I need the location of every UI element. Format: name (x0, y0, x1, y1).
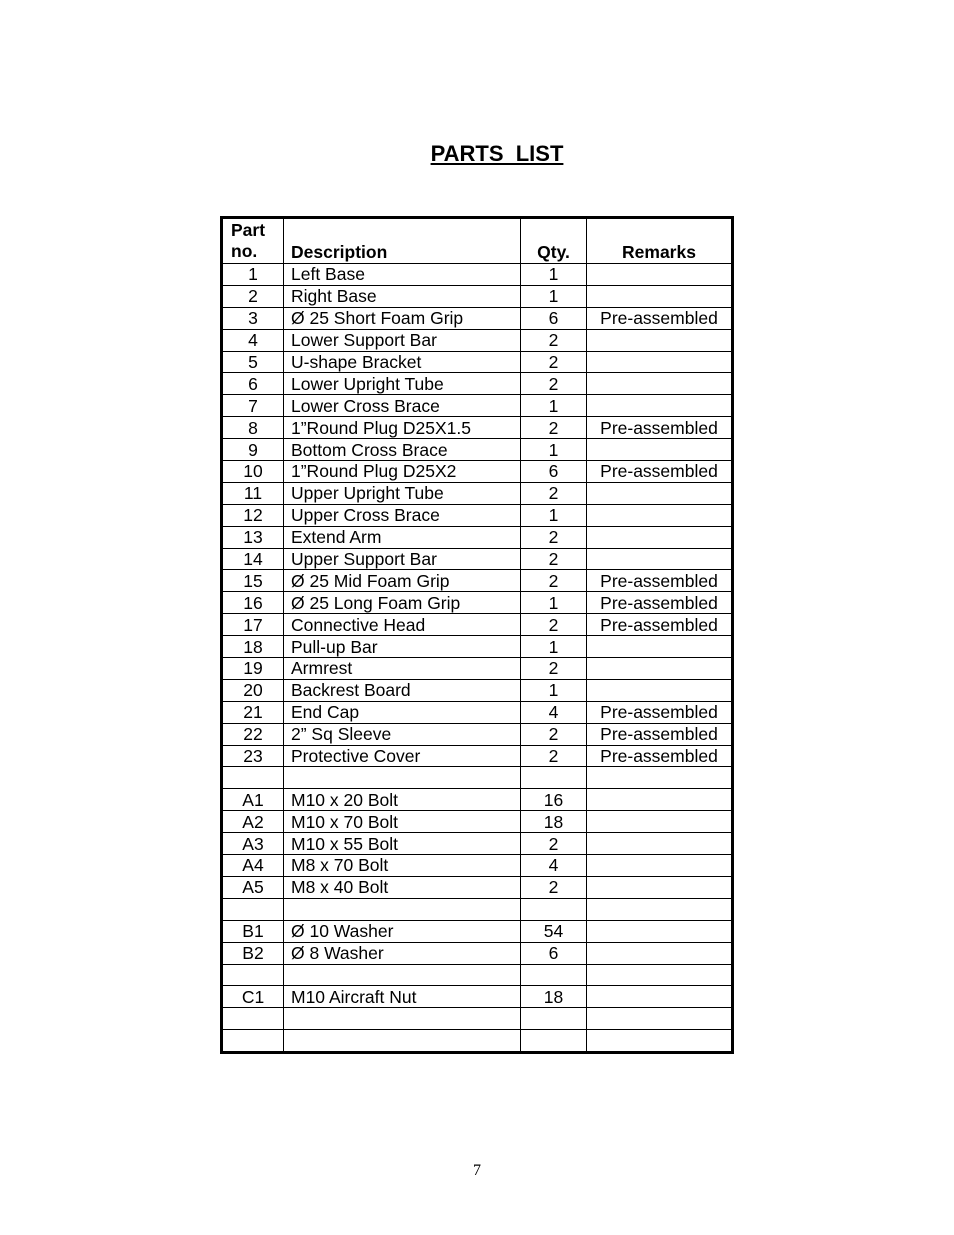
table-row (222, 526, 733, 548)
qty-cell: 2 (521, 526, 587, 548)
description-cell: 1”Round Plug D25X1.5 (284, 417, 521, 439)
table-row (222, 329, 733, 351)
part-no-cell: 22 (222, 723, 284, 745)
qty-cell: 2 (521, 548, 587, 570)
qty-cell: 2 (521, 482, 587, 504)
description-cell (284, 1030, 521, 1053)
qty-cell: 18 (521, 811, 587, 833)
description-cell: M10 x 70 Bolt (284, 811, 521, 833)
part-no-cell (222, 767, 284, 789)
description-cell: Upper Support Bar (284, 548, 521, 570)
table-row (222, 658, 733, 680)
part-no-cell: 1 (222, 264, 284, 286)
description-cell: Backrest Board (284, 679, 521, 701)
qty-cell: 2 (521, 658, 587, 680)
description-cell: M10 x 55 Bolt (284, 833, 521, 855)
part-no-cell: 17 (222, 614, 284, 636)
part-no-cell: A1 (222, 789, 284, 811)
table-row (222, 570, 733, 592)
description-cell: Left Base (284, 264, 521, 286)
part-no-cell (222, 964, 284, 986)
part-no-cell: 10 (222, 461, 284, 483)
part-no-cell: A3 (222, 833, 284, 855)
table-row (222, 636, 733, 658)
part-no-cell: 4 (222, 329, 284, 351)
parts-table (220, 216, 734, 1054)
table-row (222, 592, 733, 614)
table-row (222, 833, 733, 855)
description-cell: Ø 10 Washer (284, 920, 521, 942)
remarks-cell (587, 439, 733, 461)
remarks-cell (587, 986, 733, 1008)
table-row (222, 942, 733, 964)
description-cell: M8 x 40 Bolt (284, 876, 521, 898)
part-no-cell: A5 (222, 876, 284, 898)
remarks-cell (587, 351, 733, 373)
description-cell (284, 767, 521, 789)
remarks-cell (587, 767, 733, 789)
qty-cell: 2 (521, 614, 587, 636)
remarks-cell (587, 329, 733, 351)
qty-cell: 2 (521, 417, 587, 439)
table-row (222, 395, 733, 417)
description-cell: Pull-up Bar (284, 636, 521, 658)
qty-cell (521, 1030, 587, 1053)
remarks-cell: Pre-assembled (587, 592, 733, 614)
remarks-cell (587, 482, 733, 504)
table-row (222, 548, 733, 570)
qty-cell (521, 964, 587, 986)
table-row (222, 264, 733, 286)
part-no-cell: B2 (222, 942, 284, 964)
part-no-cell: 16 (222, 592, 284, 614)
qty-cell: 6 (521, 942, 587, 964)
table-row (222, 351, 733, 373)
remarks-cell: Pre-assembled (587, 570, 733, 592)
table-row (222, 723, 733, 745)
table-row (222, 482, 733, 504)
table-row (222, 461, 733, 483)
remarks-cell (587, 636, 733, 658)
description-cell: U-shape Bracket (284, 351, 521, 373)
description-cell: Lower Support Bar (284, 329, 521, 351)
table-row (222, 789, 733, 811)
qty-cell: 2 (521, 329, 587, 351)
description-cell: Ø 25 Long Foam Grip (284, 592, 521, 614)
part-no-cell (222, 898, 284, 920)
part-no-cell: 9 (222, 439, 284, 461)
header-remarks: Remarks (587, 218, 733, 264)
part-no-cell: 12 (222, 504, 284, 526)
remarks-cell (587, 504, 733, 526)
qty-cell: 1 (521, 592, 587, 614)
page-number: 7 (473, 1162, 481, 1179)
part-no-cell: 21 (222, 701, 284, 723)
table-row (222, 373, 733, 395)
remarks-cell (587, 548, 733, 570)
qty-cell: 2 (521, 876, 587, 898)
qty-cell: 1 (521, 504, 587, 526)
part-no-cell: 2 (222, 285, 284, 307)
remarks-cell (587, 679, 733, 701)
header-qty: Qty. (521, 218, 587, 264)
table-row (222, 614, 733, 636)
table-row (222, 898, 733, 920)
qty-cell: 6 (521, 461, 587, 483)
qty-cell: 1 (521, 285, 587, 307)
qty-cell: 18 (521, 986, 587, 1008)
remarks-cell (587, 964, 733, 986)
part-no-cell: A4 (222, 855, 284, 877)
part-no-cell: 6 (222, 373, 284, 395)
description-cell: Upper Upright Tube (284, 482, 521, 504)
remarks-cell: Pre-assembled (587, 701, 733, 723)
description-cell: Lower Upright Tube (284, 373, 521, 395)
qty-cell: 16 (521, 789, 587, 811)
description-cell: M10 Aircraft Nut (284, 986, 521, 1008)
description-cell: End Cap (284, 701, 521, 723)
part-no-cell: C1 (222, 986, 284, 1008)
part-no-cell: 23 (222, 745, 284, 767)
remarks-cell (587, 942, 733, 964)
qty-cell: 1 (521, 395, 587, 417)
remarks-cell: Pre-assembled (587, 307, 733, 329)
part-no-cell: 8 (222, 417, 284, 439)
table-row (222, 285, 733, 307)
table-header-row (222, 218, 733, 264)
table-row (222, 767, 733, 789)
qty-cell: 1 (521, 636, 587, 658)
table-row (222, 745, 733, 767)
part-no-cell: 14 (222, 548, 284, 570)
part-no-cell: B1 (222, 920, 284, 942)
description-cell (284, 964, 521, 986)
table-row (222, 417, 733, 439)
remarks-cell (587, 373, 733, 395)
header-description: Description (284, 218, 521, 264)
qty-cell: 4 (521, 855, 587, 877)
remarks-cell: Pre-assembled (587, 614, 733, 636)
part-no-cell: 13 (222, 526, 284, 548)
description-cell: Protective Cover (284, 745, 521, 767)
description-cell: Armrest (284, 658, 521, 680)
remarks-cell (587, 658, 733, 680)
description-cell: Ø 8 Washer (284, 942, 521, 964)
description-cell: Ø 25 Short Foam Grip (284, 307, 521, 329)
qty-cell: 2 (521, 373, 587, 395)
description-cell (284, 1008, 521, 1030)
description-cell: 1”Round Plug D25X2 (284, 461, 521, 483)
qty-cell (521, 1008, 587, 1030)
part-no-cell: 5 (222, 351, 284, 373)
part-no-cell: 20 (222, 679, 284, 701)
table-row (222, 1008, 733, 1030)
remarks-cell: Pre-assembled (587, 723, 733, 745)
table-row (222, 986, 733, 1008)
remarks-cell (587, 898, 733, 920)
qty-cell: 2 (521, 833, 587, 855)
remarks-cell (587, 789, 733, 811)
remarks-cell (587, 1008, 733, 1030)
qty-cell: 1 (521, 679, 587, 701)
qty-cell: 1 (521, 439, 587, 461)
table-row (222, 920, 733, 942)
table-row (222, 964, 733, 986)
description-cell: Bottom Cross Brace (284, 439, 521, 461)
table-row (222, 679, 733, 701)
qty-cell: 2 (521, 351, 587, 373)
table-row (222, 504, 733, 526)
table-row (222, 876, 733, 898)
description-cell: Right Base (284, 285, 521, 307)
part-no-cell: 7 (222, 395, 284, 417)
remarks-cell (587, 833, 733, 855)
header-part-label: Part (231, 220, 266, 240)
page-title: PARTS LIST (430, 141, 564, 166)
qty-cell: 2 (521, 723, 587, 745)
table-row (222, 811, 733, 833)
qty-cell: 2 (521, 570, 587, 592)
remarks-cell (587, 285, 733, 307)
description-cell: Upper Cross Brace (284, 504, 521, 526)
qty-cell: 2 (521, 745, 587, 767)
part-no-cell (222, 1008, 284, 1030)
table-row (222, 855, 733, 877)
description-cell: Lower Cross Brace (284, 395, 521, 417)
remarks-cell (587, 264, 733, 286)
remarks-cell: Pre-assembled (587, 461, 733, 483)
table-row (222, 1030, 733, 1053)
part-no-cell: 3 (222, 307, 284, 329)
parts-table-body (222, 264, 733, 1053)
qty-cell: 4 (521, 701, 587, 723)
part-no-cell: 15 (222, 570, 284, 592)
qty-cell (521, 767, 587, 789)
qty-cell: 6 (521, 307, 587, 329)
remarks-cell (587, 920, 733, 942)
description-cell: Connective Head (284, 614, 521, 636)
qty-cell: 54 (521, 920, 587, 942)
remarks-cell: Pre-assembled (587, 417, 733, 439)
remarks-cell (587, 526, 733, 548)
table-row (222, 307, 733, 329)
remarks-cell (587, 855, 733, 877)
description-cell (284, 898, 521, 920)
header-no-label: no. (231, 241, 258, 261)
description-cell: M10 x 20 Bolt (284, 789, 521, 811)
description-cell: Ø 25 Mid Foam Grip (284, 570, 521, 592)
qty-cell: 1 (521, 264, 587, 286)
remarks-cell: Pre-assembled (587, 745, 733, 767)
remarks-cell (587, 811, 733, 833)
part-no-cell (222, 1030, 284, 1053)
remarks-cell (587, 395, 733, 417)
table-row (222, 701, 733, 723)
qty-cell (521, 898, 587, 920)
description-cell: Extend Arm (284, 526, 521, 548)
description-cell: M8 x 70 Bolt (284, 855, 521, 877)
remarks-cell (587, 1030, 733, 1053)
header-part-no (222, 218, 284, 264)
part-no-cell: 19 (222, 658, 284, 680)
table-row (222, 439, 733, 461)
remarks-cell (587, 876, 733, 898)
part-no-cell: A2 (222, 811, 284, 833)
part-no-cell: 11 (222, 482, 284, 504)
part-no-cell: 18 (222, 636, 284, 658)
description-cell: 2” Sq Sleeve (284, 723, 521, 745)
